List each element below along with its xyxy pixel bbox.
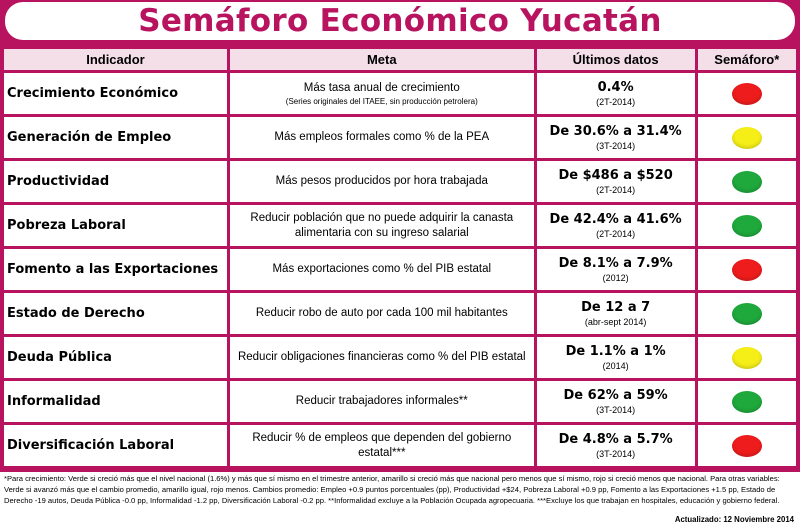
indicator-table-frame <box>0 42 800 472</box>
semaforo-cell <box>695 73 796 114</box>
meta-text: Reducir población que no puede adquirir la canasta alimentaria con su ingreso salarial <box>250 211 514 239</box>
latest-data-cell <box>534 117 695 158</box>
title-bar <box>0 0 800 42</box>
meta-cell <box>227 249 534 290</box>
indicator-name: Fomento a las Exportaciones <box>4 249 227 290</box>
latest-period: (2T-2014) <box>596 96 636 107</box>
table-row <box>4 293 796 334</box>
meta-cell <box>227 117 534 158</box>
latest-value: De 30.6% a 31.4% <box>549 123 682 139</box>
traffic-light-red-icon <box>732 435 762 457</box>
indicator-name: Crecimiento Económico <box>4 73 227 114</box>
table-row <box>4 425 796 466</box>
semaforo-cell <box>695 337 796 378</box>
traffic-light-green-icon <box>732 391 762 413</box>
table-row <box>4 73 796 114</box>
meta-text: Más exportaciones como % del PIB estatal <box>272 263 492 275</box>
traffic-light-green-icon <box>732 171 762 193</box>
indicator-name: Productividad <box>4 161 227 202</box>
indicator-name: Informalidad <box>4 381 227 422</box>
header-semaforo: Semáforo* <box>695 49 796 70</box>
semaforo-cell <box>695 425 796 466</box>
latest-data-cell <box>534 205 695 246</box>
table-row <box>4 337 796 378</box>
table-header-row <box>4 49 796 70</box>
latest-period: (3T-2014) <box>596 140 636 151</box>
meta-cell <box>227 73 534 114</box>
latest-period: (2012) <box>602 272 629 283</box>
latest-value: De 42.4% a 41.6% <box>549 211 682 227</box>
traffic-light-yellow-icon <box>732 347 762 369</box>
semaforo-cell <box>695 381 796 422</box>
meta-text: Reducir obligaciones financieras como % del PIB estatal <box>237 351 526 363</box>
indicator-name: Diversificación Laboral <box>4 425 227 466</box>
table-row <box>4 381 796 422</box>
latest-period: (abr-sept 2014) <box>584 316 647 327</box>
title-pill <box>5 2 795 40</box>
latest-data-cell <box>534 425 695 466</box>
meta-text: Más pesos producidos por hora trabajada <box>275 175 488 187</box>
meta-cell <box>227 205 534 246</box>
latest-data-cell <box>534 249 695 290</box>
meta-note: (Series originales del ITAEE, sin producción petrolera) <box>285 96 478 106</box>
meta-text: Reducir trabajadores informales** <box>295 395 468 407</box>
latest-value: 0.4% <box>597 79 634 95</box>
indicator-name: Deuda Pública <box>4 337 227 378</box>
traffic-light-red-icon <box>732 259 762 281</box>
meta-cell <box>227 293 534 334</box>
semaforo-cell <box>695 205 796 246</box>
meta-text: Reducir robo de auto por cada 100 mil habitantes <box>255 307 508 319</box>
latest-data-cell <box>534 337 695 378</box>
traffic-light-green-icon <box>732 215 762 237</box>
footnotes <box>4 473 796 506</box>
latest-data-cell <box>534 161 695 202</box>
meta-cell <box>227 161 534 202</box>
latest-value: De 12 a 7 <box>581 299 651 315</box>
updated-date: Actualizado: 12 Noviembre 2014 <box>674 515 794 524</box>
header-indicador: Indicador <box>4 49 227 70</box>
indicator-table <box>4 46 796 469</box>
table-row <box>4 117 796 158</box>
header-ultimos-datos: Últimos datos <box>534 49 695 70</box>
latest-period: (3T-2014) <box>596 448 636 459</box>
table-row <box>4 161 796 202</box>
meta-text: Reducir % de empleos que dependen del gobierno estatal*** <box>252 431 512 459</box>
traffic-light-yellow-icon <box>732 127 762 149</box>
latest-value: De 62% a 59% <box>563 387 668 403</box>
meta-cell <box>227 381 534 422</box>
meta-text: Más empleos formales como % de la PEA <box>274 131 490 143</box>
semaforo-cell <box>695 117 796 158</box>
meta-cell <box>227 337 534 378</box>
footnote-text: *Para crecimiento: Verde si creció más que el nivel nacional (1.6%) y más que sí mismo en el trimestre anterior, amarillo si creció más que nacional pero menos que sí mismo, rojo si creció menos que nacional. Para otras variables: Verde si avanzó más que el cambio promedio, amarillo igual, rojo menos. Cambios promedio: Empleo +0.9 puntos porcentuales (pp), Productividad +$24, Pobreza Laboral +0.9 pp, Fomento a las Exportaciones +1.5 pp, Estado de Derecho -19 autos, Deuda Pública -0.0 pp, Informalidad -1.2 pp, Diversificación Laboral -0.2 pp. **Informalidad excluye a la Población Ocupada agropecuaria. ***Excluye los que trabajan en hospitales, educación y gobierno federal. <box>4 474 780 505</box>
semaforo-cell <box>695 161 796 202</box>
table-row <box>4 205 796 246</box>
latest-period: (2T-2014) <box>596 228 636 239</box>
indicator-name: Estado de Derecho <box>4 293 227 334</box>
latest-value: De 4.8% a 5.7% <box>558 431 673 447</box>
latest-value: De 1.1% a 1% <box>565 343 666 359</box>
table-row <box>4 249 796 290</box>
latest-data-cell <box>534 73 695 114</box>
latest-value: De $486 a $520 <box>558 167 673 183</box>
traffic-light-green-icon <box>732 303 762 325</box>
latest-period: (2014) <box>602 360 629 371</box>
latest-data-cell <box>534 293 695 334</box>
latest-period: (3T-2014) <box>596 404 636 415</box>
semaforo-cell <box>695 249 796 290</box>
indicator-name: Generación de Empleo <box>4 117 227 158</box>
meta-text: Más tasa anual de crecimiento <box>303 81 460 94</box>
meta-cell <box>227 425 534 466</box>
header-meta: Meta <box>227 49 534 70</box>
latest-period: (2T-2014) <box>596 184 636 195</box>
indicator-name: Pobreza Laboral <box>4 205 227 246</box>
latest-value: De 8.1% a 7.9% <box>558 255 673 271</box>
semaforo-cell <box>695 293 796 334</box>
page-title: Semáforo Económico Yucatán <box>138 3 662 39</box>
latest-data-cell <box>534 381 695 422</box>
traffic-light-red-icon <box>732 83 762 105</box>
